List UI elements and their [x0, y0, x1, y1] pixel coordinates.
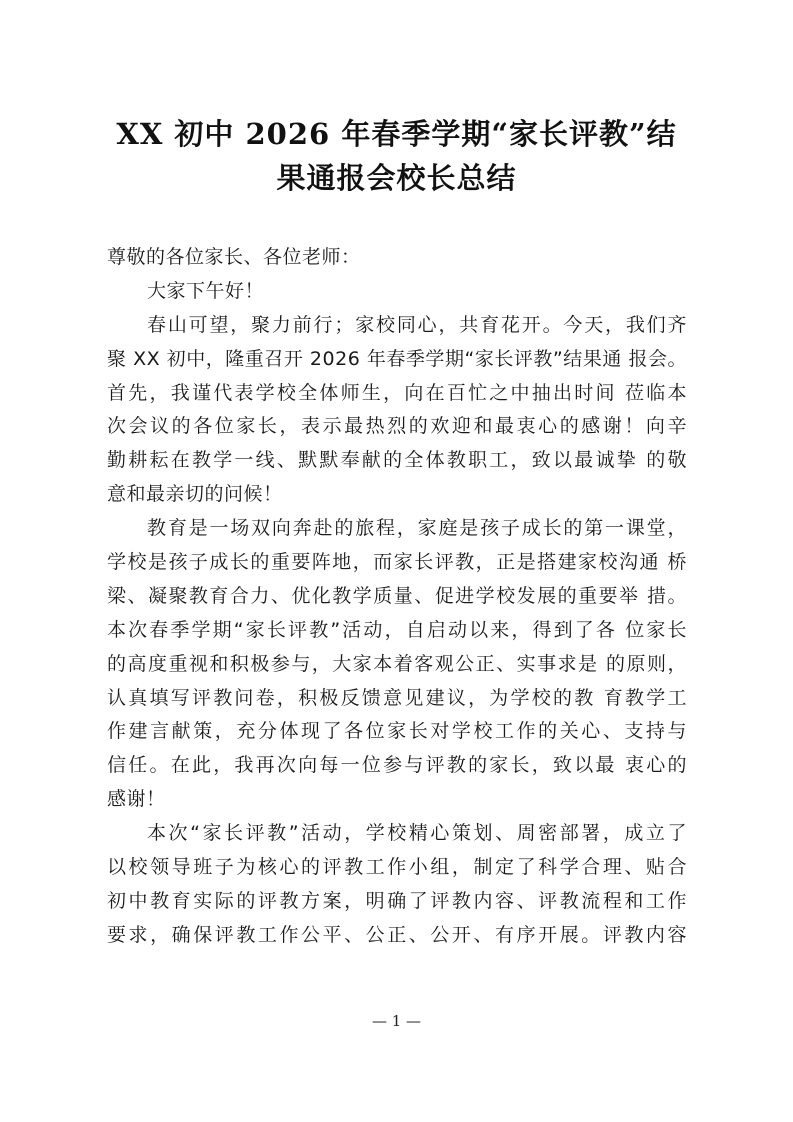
paragraph-1-line: 意和最亲切的问候！	[107, 483, 283, 506]
paragraph-3-line: 本次“家长评教”活动，学校精心策划、周密部署，成立了	[147, 822, 687, 845]
paragraph-3-line: 要求，确保评教工作公平、公正、公开、有序开展。评教内容	[107, 923, 687, 946]
paragraph-3-line: 初中教育实际的评教方案，明确了评教内容、评教流程和工作	[107, 889, 687, 912]
salutation: 尊敬的各位家长、各位老师：	[107, 246, 361, 268]
paragraph-2-line: 梁、凝聚教育合力、优化教学质量、促进学校发展的重要举 措。	[107, 584, 687, 607]
paragraph-2-line: 本次春季学期“家长评教”活动，自启动以来，得到了各 位家长	[107, 618, 687, 641]
paragraph-2-line: 信任。在此，我再次向每一位参与评教的家长，致以最 衷心的	[107, 754, 687, 777]
page-number: — 1 —	[371, 1012, 422, 1030]
greeting: 大家下午好！	[147, 279, 265, 302]
paragraph-1-line: 勤耕耘在教学一线、默默奉献的全体教职工，致以最诚挚 的敬	[107, 449, 687, 472]
paragraph-1-line: 春山可望，聚力前行；家校同心，共育花开。今天，我们齐	[147, 313, 687, 336]
paragraph-2-line: 认真填写评教问卷，积极反馈意见建议，为学校的教 育教学工	[107, 686, 687, 709]
paragraph-3-line: 以校领导班子为核心的评教工作小组，制定了科学合理、贴合	[107, 856, 687, 879]
paragraph-1-line: 首先，我谨代表学校全体师生，向在百忙之中抽出时间 莅临本	[107, 381, 687, 404]
paragraph-1-line: 聚 XX 初中，隆重召开 2026 年春季学期“家长评教”结果通 报会。	[107, 347, 687, 370]
document-body	[107, 241, 687, 953]
title-line-2: 果通报会校长总结	[276, 161, 517, 195]
paragraph-2-line: 学校是孩子成长的重要阵地，而家长评教，正是搭建家校沟通 桥	[107, 551, 687, 574]
paragraph-1-line: 次会议的各位家长，表示最热烈的欢迎和最衷心的感谢！向辛	[107, 415, 687, 438]
paragraph-2-line: 的高度重视和积极参与，大家本着客观公正、实事求是 的原则，	[107, 652, 687, 675]
title-line-1: XX 初中 2026 年春季学期“家长评教”结	[116, 117, 677, 151]
document-title	[90, 112, 703, 200]
paragraph-2-line: 教育是一场双向奔赴的旅程，家庭是孩子成长的第一课堂，	[147, 517, 687, 540]
paragraph-2-line: 感谢！	[107, 788, 166, 811]
paragraph-2-line: 作建言献策，充分体现了各位家长对学校工作的关心、支持与	[107, 720, 687, 743]
